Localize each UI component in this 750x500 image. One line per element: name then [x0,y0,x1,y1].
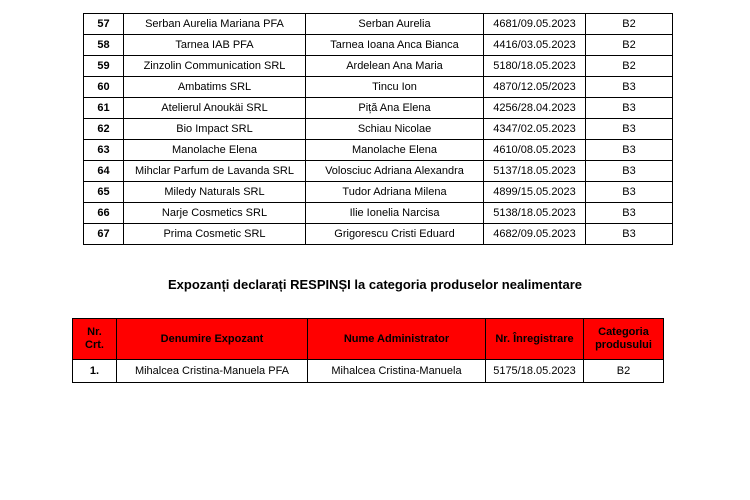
rejected-exhibitors-table [72,318,664,383]
row-number-cell: 67 [84,224,124,245]
registration-number-cell: 4681/09.05.2023 [484,14,586,35]
row-number-cell: 65 [84,182,124,203]
registration-number-cell: 5137/18.05.2023 [484,161,586,182]
admin-name-cell: Grigorescu Cristi Eduard [306,224,484,245]
company-name-cell: Mihalcea Cristina-Manuela PFA [117,360,308,383]
col-header-denumire-expozant: Denumire Expozant [117,319,308,360]
category-cell: B2 [586,56,673,77]
company-name-cell: Ambatims SRL [124,77,306,98]
company-name-cell: Prima Cosmetic SRL [124,224,306,245]
row-number-cell: 57 [84,14,124,35]
category-cell: B2 [584,360,664,383]
registration-number-cell: 5138/18.05.2023 [484,203,586,224]
row-number-cell: 62 [84,119,124,140]
admin-name-cell: Piță Ana Elena [306,98,484,119]
table-row [84,14,673,35]
registration-number-cell: 4416/03.05.2023 [484,35,586,56]
table-row [84,35,673,56]
table-row [84,77,673,98]
rejected-section-heading: Expozanți declarați RESPINȘI la categoria produselor nealimentare [168,277,582,292]
col-header-nume-administrator: Nume Administrator [308,319,486,360]
table-row [73,360,664,383]
registration-number-cell: 4870/12.05/2023 [484,77,586,98]
approved-exhibitors-table-continuation [83,13,673,245]
col-header-categoria-produsului: Categoria produsului [584,319,664,360]
admin-name-cell: Schiau Nicolae [306,119,484,140]
admin-name-cell: Tarnea Ioana Anca Bianca [306,35,484,56]
row-number-cell: 64 [84,161,124,182]
category-cell: B2 [586,35,673,56]
category-cell: B3 [586,203,673,224]
col-header-nr-crt: Nr. Crt. [73,319,117,360]
category-cell: B3 [586,119,673,140]
company-name-cell: Atelierul Anoukäi SRL [124,98,306,119]
category-cell: B3 [586,224,673,245]
row-number-cell: 59 [84,56,124,77]
category-cell: B3 [586,98,673,119]
admin-name-cell: Volosciuc Adriana Alexandra [306,161,484,182]
rejected-exhibitors-table-body [73,360,664,383]
admin-name-cell: Serban Aurelia [306,14,484,35]
registration-number-cell: 4899/15.05.2023 [484,182,586,203]
table-row [84,119,673,140]
registration-number-cell: 4682/09.05.2023 [484,224,586,245]
admin-name-cell: Tudor Adriana Milena [306,182,484,203]
row-number-cell: 60 [84,77,124,98]
table-row [84,161,673,182]
company-name-cell: Miledy Naturals SRL [124,182,306,203]
category-cell: B3 [586,161,673,182]
table-row [84,56,673,77]
rejected-exhibitors-table-header [73,319,664,360]
category-cell: B2 [586,14,673,35]
category-cell: B3 [586,77,673,98]
col-header-nr-inregistrare: Nr. Înregistrare [486,319,584,360]
admin-name-cell: Tincu Ion [306,77,484,98]
approved-exhibitors-table-body [84,14,673,245]
table-row [84,224,673,245]
admin-name-cell: Ardelean Ana Maria [306,56,484,77]
admin-name-cell: Manolache Elena [306,140,484,161]
row-number-cell: 61 [84,98,124,119]
registration-number-cell: 4256/28.04.2023 [484,98,586,119]
category-cell: B3 [586,140,673,161]
admin-name-cell: Mihalcea Cristina-Manuela [308,360,486,383]
table-row [84,140,673,161]
registration-number-cell: 4347/02.05.2023 [484,119,586,140]
company-name-cell: Mihclar Parfum de Lavanda SRL [124,161,306,182]
table-row [84,203,673,224]
registration-number-cell: 5180/18.05.2023 [484,56,586,77]
row-number-cell: 1. [73,360,117,383]
registration-number-cell: 4610/08.05.2023 [484,140,586,161]
company-name-cell: Serban Aurelia Mariana PFA [124,14,306,35]
category-cell: B3 [586,182,673,203]
header-row [73,319,664,360]
row-number-cell: 58 [84,35,124,56]
company-name-cell: Tarnea IAB PFA [124,35,306,56]
row-number-cell: 66 [84,203,124,224]
company-name-cell: Bio Impact SRL [124,119,306,140]
company-name-cell: Narje Cosmetics SRL [124,203,306,224]
admin-name-cell: Ilie Ionelia Narcisa [306,203,484,224]
table-row [84,182,673,203]
row-number-cell: 63 [84,140,124,161]
table-row [84,98,673,119]
company-name-cell: Manolache Elena [124,140,306,161]
registration-number-cell: 5175/18.05.2023 [486,360,584,383]
company-name-cell: Zinzolin Communication SRL [124,56,306,77]
